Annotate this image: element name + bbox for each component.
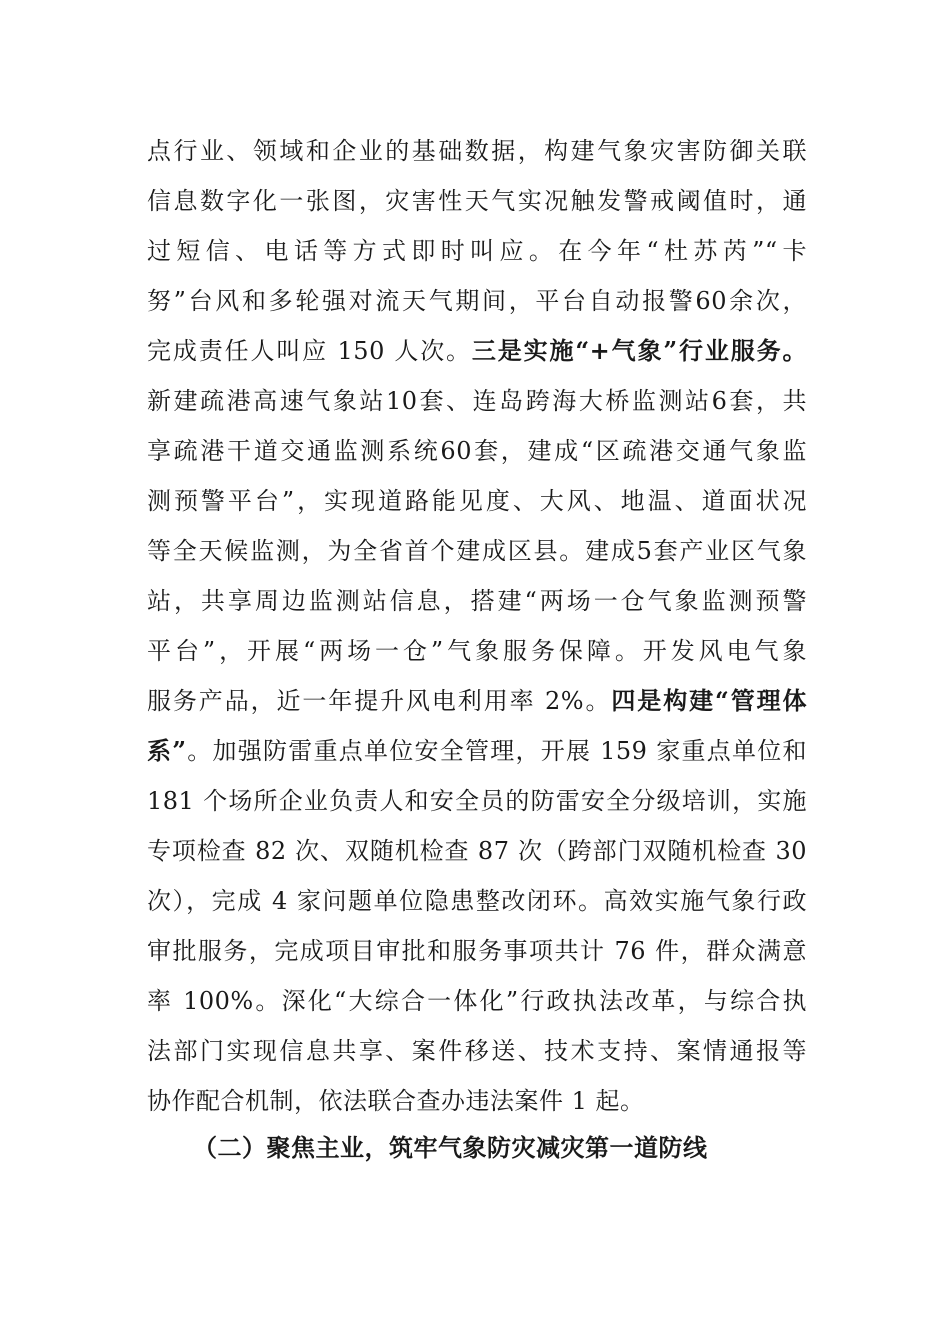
text-line: 享疏港干道交通监测系统60套，建成“区疏港交通气象监 xyxy=(147,437,807,465)
text-line: 法部门实现信息共享、案件移送、技术支持、案情通报等 xyxy=(147,1037,807,1065)
bold-lead-four: 四是构建“管理体 xyxy=(611,686,807,715)
text-line: 过短信、电话等方式即时叫应。在今年“杜苏芮”“卡 xyxy=(147,237,807,265)
text-line: 站，共享周边监测站信息，搭建“两场一仓气象监测预警 xyxy=(147,587,807,615)
text-line: 平台”，开展“两场一仓”气象服务保障。开发风电气象 xyxy=(147,637,807,665)
text-segment: 完成责任人叫应 150 人次。 xyxy=(147,337,472,365)
text-line: 等全天候监测，为全省首个建成区县。建成5套产业区气象 xyxy=(147,537,807,565)
text-line xyxy=(147,726,807,776)
text-line: 新建疏港高速气象站10套、连岛跨海大桥监测站6套，共 xyxy=(147,387,807,415)
text-line xyxy=(147,326,807,376)
text-line: 协作配合机制，依法联合查办违法案件 1 起。 xyxy=(147,1087,645,1115)
text-line: 181 个场所企业负责人和安全员的防雷安全分级培训，实施 xyxy=(147,787,807,815)
bold-lead-three: 三是实施“+气象”行业服务。 xyxy=(471,336,807,365)
bold-lead-four-end: 系” xyxy=(147,736,187,765)
section-heading: （二）聚焦主业，筑牢气象防灾减灾第一道防线 xyxy=(193,1133,708,1162)
text-line: 努”台风和多轮强对流天气期间，平台自动报警60余次， xyxy=(147,287,807,315)
text-line: 专项检查 82 次、双随机检查 87 次（跨部门双随机检查 30 xyxy=(147,837,807,865)
text-line xyxy=(147,676,807,726)
text-line: 审批服务，完成项目审批和服务事项共计 76 件，群众满意 xyxy=(147,937,807,965)
text-line: 信息数字化一张图，灾害性天气实况触发警戒阈值时，通 xyxy=(147,187,807,215)
text-line: 率 100%。深化“大综合一体化”行政执法改革，与综合执 xyxy=(147,987,807,1015)
body-paragraph xyxy=(147,126,807,1126)
text-segment: 。加强防雷重点单位安全管理，开展 159 家重点单位和 xyxy=(186,737,807,765)
text-line: 点行业、领域和企业的基础数据，构建气象灾害防御关联 xyxy=(147,137,807,165)
text-segment: 服务产品，近一年提升风电利用率 2%。 xyxy=(147,687,612,715)
text-line: 测预警平台”，实现道路能见度、大风、地温、道面状况 xyxy=(147,487,807,515)
text-line: 次），完成 4 家问题单位隐患整改闭环。高效实施气象行政 xyxy=(147,887,807,915)
